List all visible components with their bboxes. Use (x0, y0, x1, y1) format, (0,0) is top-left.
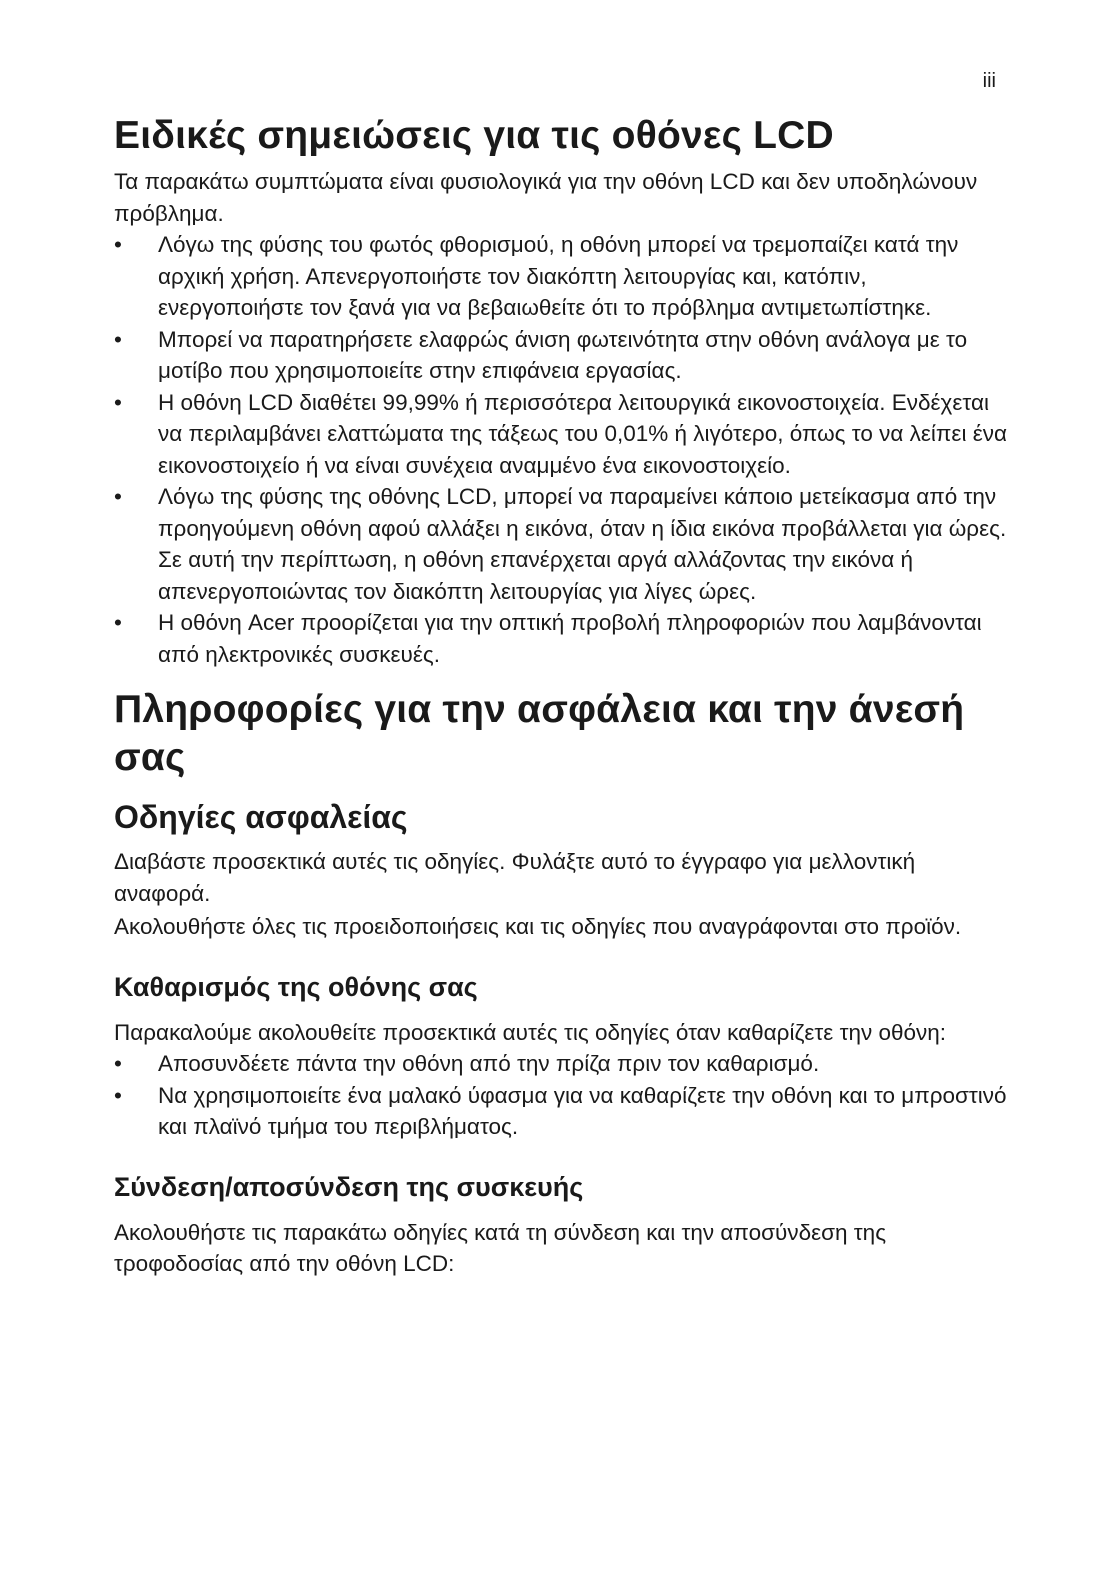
list-item (114, 481, 1014, 607)
safety-instructions-paragraph: Ακολουθήστε όλες τις προειδοποιήσεις και τις οδηγίες που αναγράφονται στο προϊόν. (114, 914, 962, 939)
list-item (114, 1048, 1014, 1080)
list-item-text: Να χρησιμοποιείτε ένα μαλακό ύφασμα για να καθαρίζετε την οθόνη και το μπροστινό και πλαϊνό τμήμα του περιβλήματος. (158, 1082, 1007, 1139)
lcd-notes-list (114, 229, 1014, 670)
cleaning-intro: Παρακαλούμε ακολουθείτε προσεκτικά αυτές τις οδηγίες όταν καθαρίζετε την οθόνη: (114, 1019, 947, 1045)
page-number: iii (982, 70, 996, 92)
bullet-symbol: • (114, 610, 122, 635)
list-item-text: Η οθόνη LCD διαθέτει 99,99% ή περισσότερα λειτουργικά εικονοστοιχεία. Ενδέχεται να περιλαμβάνει ελαττώματα της τάξεως του 0,01% ή λιγότερο, όπως το να λείπει ένα εικονοστοιχείο ή να είναι συνέχεια αναμμένο ένα εικονοστοιχείο. (158, 389, 1007, 478)
bullet-symbol: • (114, 1051, 122, 1076)
lcd-notes-title: Ειδικές σημειώσεις για τις οθόνες LCD (114, 114, 834, 157)
list-item-text: Η οθόνη Acer προορίζεται για την οπτική προβολή πληροφοριών που λαμβάνονται από ηλεκτρονικές συσκευές. (158, 610, 982, 667)
cleaning-list (114, 1048, 1014, 1143)
connecting-title: Σύνδεση/αποσύνδεση της συσκευής (114, 1171, 584, 1202)
list-item (114, 324, 1014, 387)
bullet-symbol: • (114, 232, 122, 257)
lcd-notes-intro: Τα παρακάτω συμπτώματα είναι φυσιολογικά για την οθόνη LCD και δεν υποδηλώνουν πρόβλημα. (114, 169, 978, 226)
list-item (114, 387, 1014, 482)
list-item-text: Λόγω της φύσης της οθόνης LCD, μπορεί να παραμείνει κάποιο μετείκασμα από την προηγούμενη οθόνη αφού αλλάξει η εικόνα, όταν η ίδια εικόνα προβάλλεται για ώρες. Σε αυτή την περίπτωση, η οθόνη επανέρχεται αργά αλλάζοντας την εικόνα ή απενεργοποιώντας τον διακόπτη λειτουργίας για λίγες ώρες. (158, 484, 1007, 604)
list-item-text: Αποσυνδέετε πάντα την οθόνη από την πρίζα πριν τον καθαρισμό. (158, 1051, 820, 1076)
cleaning-title: Καθαρισμός της οθόνης σας (114, 971, 478, 1002)
list-item-text: Μπορεί να παρατηρήσετε ελαφρώς άνιση φωτεινότητα στην οθόνη ανάλογα με το μοτίβο που χρησιμοποιείτε στην επιφάνεια εργασίας. (158, 326, 968, 383)
safety-instructions-title: Οδηγίες ασφαλείας (114, 799, 408, 835)
safety-instructions-paragraph: Διαβάστε προσεκτικά αυτές τις οδηγίες. Φυλάξτε αυτό το έγγραφο για μελλοντική αναφορά. (114, 849, 916, 906)
list-item (114, 607, 1014, 670)
page-content (114, 112, 1014, 1280)
bullet-symbol: • (114, 1082, 122, 1108)
bullet-symbol: • (114, 484, 122, 509)
safety-comfort-title: Πληροφορίες για την ασφάλεια και την άνεσή σας (114, 688, 965, 779)
bullet-symbol: • (114, 389, 122, 415)
connecting-intro: Ακολουθήστε τις παρακάτω οδηγίες κατά τη σύνδεση και την αποσύνδεση της τροφοδοσίας από την οθόνη LCD: (114, 1219, 887, 1276)
list-item (114, 229, 1014, 324)
list-item (114, 1080, 1014, 1143)
list-item-text: Λόγω της φύσης του φωτός φθορισμού, η οθόνη μπορεί να τρεμοπαίζει κατά την αρχική χρήση. Απενεργοποιήστε τον διακόπτη λειτουργίας και, κατόπιν, ενεργοποιήστε τον ξανά για να βεβαιωθείτε ότι το πρόβλημα αντιμετωπίστηκε. (158, 232, 959, 320)
bullet-symbol: • (114, 326, 122, 352)
